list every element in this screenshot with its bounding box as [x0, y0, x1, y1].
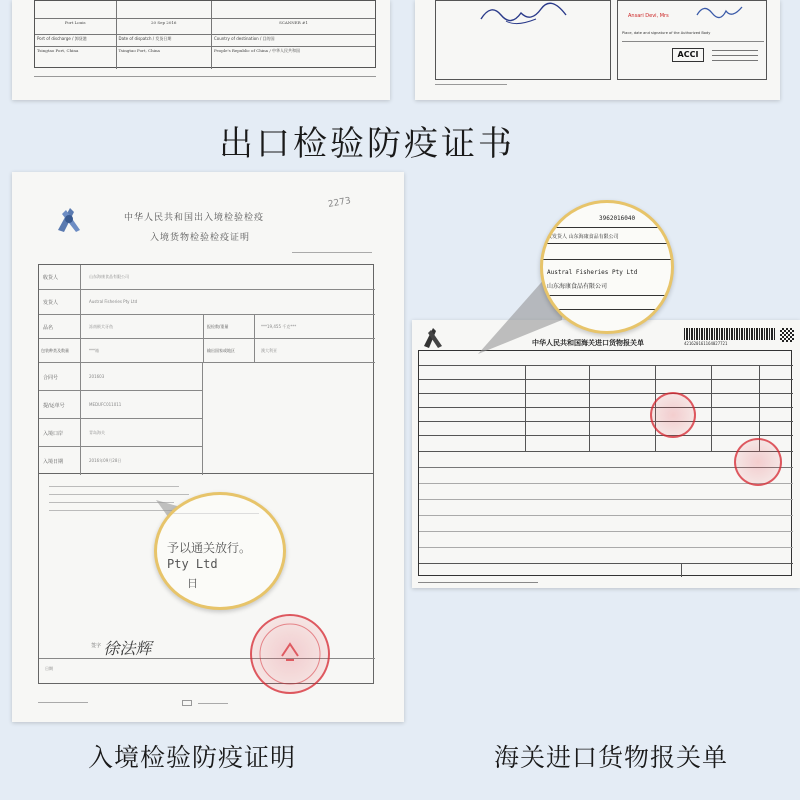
field-value-bill: MEDUFC011011: [89, 402, 122, 407]
customs-red-stamp-1: [650, 392, 696, 438]
acci-logo-icon: ACCI: [672, 48, 704, 62]
field-value-port: 青岛海关: [89, 430, 105, 435]
field-value-consignor: Austral Fisheries Pty Ltd: [89, 299, 138, 304]
magnifier-pty-text: Pty Ltd: [167, 557, 218, 571]
field-value-date: 2016年09月28日: [89, 458, 122, 463]
export-certificate-table: [34, 0, 376, 68]
customs-declaration-page: [412, 320, 800, 588]
caption-entry-certificate: 入境检验防疫证明: [88, 743, 297, 772]
export-date-value: 20 Sep 2016: [117, 19, 212, 34]
entry-magnifier-lens: [154, 492, 286, 610]
entry-fields-table: [38, 264, 374, 474]
export-certificate-right-page: [415, 0, 780, 100]
field-value-consignee: 山东海康食品有限公司: [89, 274, 129, 279]
customs-barcode-icon: [684, 328, 776, 340]
export-discharge-value: Tsingtao Port, China: [35, 47, 117, 69]
customs-red-stamp-2: [734, 438, 782, 486]
field-label-consignee: 收货人: [43, 275, 59, 281]
export-destination-value: People's Republic of China / 中华人民共和国: [213, 48, 300, 53]
field-label-origin: 输出国家或地区: [207, 348, 235, 353]
field-label-weight: 报检数/重量: [207, 324, 229, 329]
export-certificate-left-page: [12, 0, 390, 100]
customs-qr-icon: [780, 328, 794, 342]
magnifier-release-text: 予以通关放行。: [167, 541, 252, 555]
customs-magnifier-number: 3962016040: [599, 215, 636, 222]
customs-title: 中华人民共和国海关进口货物报关单: [532, 339, 644, 347]
export-scanner-value: SCANNER #1: [279, 20, 308, 25]
field-label-date: 入境日期: [43, 459, 64, 465]
entry-title-line1: 中华人民共和国出入境检验检疫: [124, 213, 265, 223]
field-label-contract: 合同号: [43, 375, 59, 381]
customs-barcode-number: 421620161164027721: [684, 341, 728, 346]
export-authority-block: [617, 0, 767, 80]
customs-emblem-icon: [420, 324, 446, 350]
field-label-consignor: 发货人: [43, 300, 59, 306]
field-value-contract: 201603: [89, 374, 105, 379]
field-label-product: 品名: [43, 325, 54, 331]
export-discharge-label: Port of discharge / 卸货港: [35, 35, 117, 46]
signature-scribble-icon: [476, 1, 596, 31]
export-dispatch-value: Tsingtao Port, China: [117, 47, 212, 69]
customs-magnifier-line-6: 0CPRE: [547, 313, 563, 319]
field-value-weight: ***19,455 千克***: [261, 324, 297, 329]
authorized-signer-text: Ansari Devi, Mrs: [628, 13, 669, 19]
export-dispatch-label: Date of dispatch / 发货日期: [117, 35, 212, 46]
field-label-port: 入境口岸: [43, 431, 64, 437]
handwritten-signature: 徐法辉: [102, 639, 156, 658]
entry-red-stamp: [250, 614, 330, 694]
authority-footer-text: Place, date and signature of the Authorized Body: [622, 31, 711, 35]
signature-label: 签字: [91, 643, 102, 649]
customs-magnifier-lens: [540, 200, 674, 334]
export-port-value: Port Louis: [35, 19, 117, 34]
field-label-bill: 提/运单号: [43, 403, 65, 409]
field-value-packaging: ***箱: [89, 348, 99, 353]
ciq-emblem-icon: [52, 202, 86, 236]
entry-handwritten-number: 2273: [327, 196, 352, 210]
field-label-packaging: 包装种类及数量: [41, 348, 69, 353]
caption-customs-declaration: 海关进口货物报关单: [494, 743, 729, 772]
magnifier-day-text: 日: [187, 577, 198, 590]
authority-signature-icon: [692, 1, 752, 25]
entry-title-line2: 入境货物检验检疫证明: [150, 233, 251, 243]
field-value-product: 冻南极犬牙鱼: [89, 324, 113, 329]
customs-magnifier-line-1: 收发货人 山东海康食品有限公司: [547, 234, 619, 240]
customs-magnifier-line-4: 山东海康食品有限公司: [547, 283, 608, 290]
field-value-origin: 澳大利亚: [261, 348, 277, 353]
caption-export-certificate: 出口检验防疫证书: [219, 124, 515, 164]
customs-magnifier-line-3: Austral Fisheries Pty Ltd: [547, 269, 638, 276]
entry-certificate-page: [12, 172, 404, 722]
export-destination-label: Country of destination / 目的国: [213, 36, 275, 41]
export-signature-block: [435, 0, 611, 80]
date-label: 日期: [45, 666, 53, 671]
